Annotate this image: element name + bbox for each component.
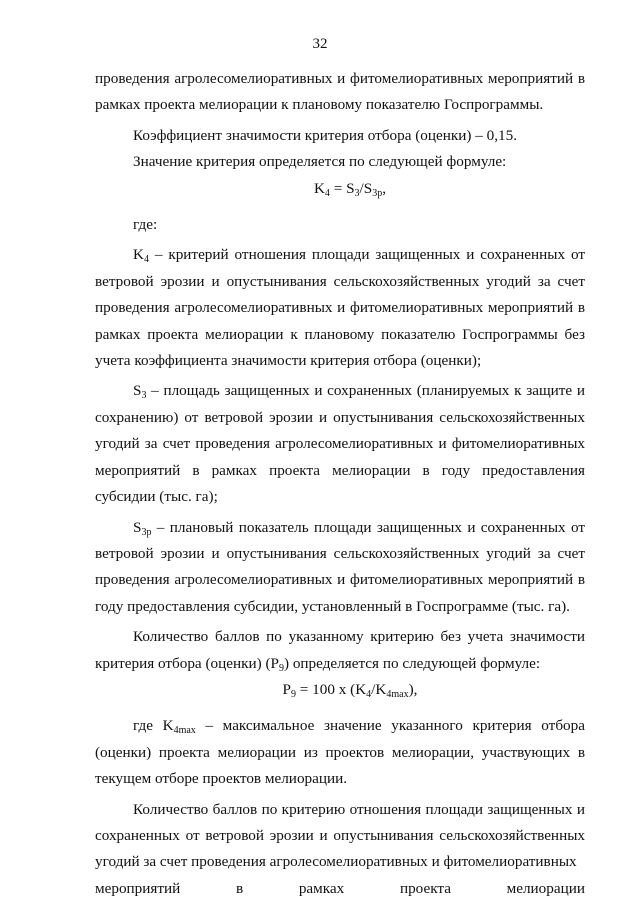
formula-p9: $P_9 = 100$ x $(K_4/K_{4max})$,	[282, 680, 418, 700]
paragraph-coefficient: Коэффициент значимости критерия отбора (оценки) – 0,15.	[133, 126, 518, 144]
paragraph-last: Количество баллов по критерию отношения площади защищенных и сохраненных от ветровой эрозии и опустынивания сельскохозяйственных угодий за счет проведения агролесомелиоративных и фитомелиоративных	[95, 800, 585, 871]
last-word: рамках	[298, 879, 345, 897]
last-line	[95, 876, 585, 902]
definition-k4max: где $K_{4max}$ – максимальное значение указанного критерия отбора (оценки) проекта мелиорации из проектов мелиорации, участвующих в текущем отборе проектов мелиорации.	[95, 717, 585, 788]
definition-s3p: $S_{3р}$ – плановый показатель площади защищенных и сохраненных от ветровой эрозии и опустынивания сельскохозяйственных угодий за счет проведения агролесомелиоративных и фитомелиоративных мероприятий в году предоставления субсидии, установленный в Госпрограмме (тыс. га).	[95, 518, 585, 615]
last-word: в	[235, 879, 244, 897]
definition-s3: $S_3$ – площадь защищенных и сохраненных (планируемых к защите и сохранению) от ветровой эрозии и опустынивания сельскохозяйственных угодий за счет проведения агролесомелиоративных и фитомелиоративных мероприятий в рамках проекта мелиорации в году предоставления субсидии (тыс. га);	[95, 382, 585, 506]
definition-k4: $K_4$ – критерий отношения площади защищенных и сохраненных от ветровой эрозии и опустынивания сельскохозяйственных угодий за счет проведения агролесомелиоративных и фитомелиоративных мероприятий в рамках проекта мелиорации к плановому показателю Госпрограммы без учета коэффициента значимости критерия отбора (оценки);	[95, 246, 585, 370]
page-number: 32	[312, 36, 328, 52]
where-label: где:	[133, 216, 158, 234]
last-word: проекта	[399, 879, 451, 897]
formula-k4: $K_4 = S_3/S_{3р}$,	[313, 179, 387, 199]
last-word: мелиорации	[506, 879, 585, 897]
paragraph-points: Количество баллов по указанному критерию без учета значимости критерия отбора (оценки) $(P_9)$ определяется по следующей формуле:	[95, 628, 585, 674]
paragraph-continuation: проведения агролесомелиоративных и фитомелиоративных мероприятий в рамках проекта мелиорации к плановому показателю Госпрограммы.	[95, 70, 585, 114]
paragraph-formula-intro: Значение критерия определяется по следующей формуле:	[133, 153, 507, 171]
last-word: мероприятий	[95, 879, 181, 897]
document-body	[95, 66, 585, 902]
